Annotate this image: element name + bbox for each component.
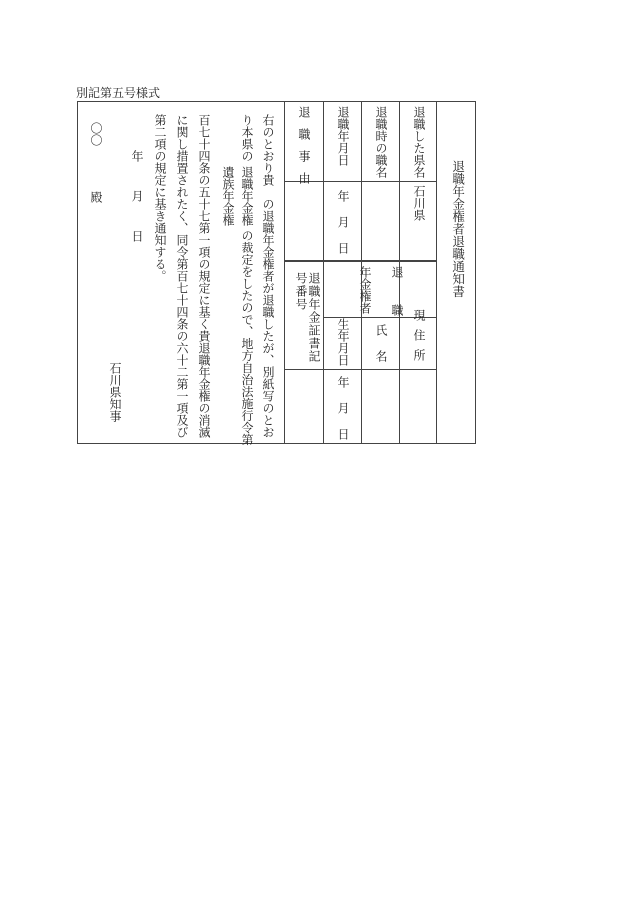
prefecture-value: 石川県 <box>412 185 426 221</box>
retire-date-value: 年月日 <box>336 190 350 268</box>
notice-form <box>77 101 476 454</box>
issuer: 石川県知事 <box>108 362 122 422</box>
body-line-4: 百七十四条の五十七第一項の規定に基く貴退職年金権の消滅 <box>197 114 211 438</box>
cert-label: 退職年金証書記号番号 <box>294 272 321 363</box>
name-label: 氏名 <box>374 324 388 376</box>
holder-label-1: 退 <box>390 266 404 278</box>
divider <box>284 102 285 443</box>
holder-label-2: 年金権者 <box>358 266 372 314</box>
position-label: 退職時の職名 <box>374 106 388 178</box>
date-line: 年 月 日 <box>130 150 144 250</box>
divider <box>284 260 436 262</box>
holder-label-3: 職 <box>390 304 404 316</box>
address-label: 現住所 <box>412 309 426 369</box>
honorific: 殿 <box>89 191 103 203</box>
retire-date-label: 退職年月日 <box>336 106 350 166</box>
body-line-3: 遺族年金権 <box>221 114 235 226</box>
divider <box>323 102 324 443</box>
body-line-1: 右のとおり貴 の退職年金権者が退職したが、別紙写のとお <box>261 114 275 438</box>
form-label: 別記第五号様式 <box>76 86 161 100</box>
divider <box>284 369 436 370</box>
body-line-5: に関し措置されたく、同令第百七十四条の六十二第一項及び <box>175 114 189 438</box>
divider <box>436 102 437 443</box>
reason-label: 退職事由 <box>297 106 311 194</box>
prefecture-label: 退職した県名 <box>412 106 426 178</box>
birth-value: 年月日 <box>336 376 350 454</box>
addressee: 〇〇 <box>89 122 103 146</box>
body-line-6: 第二項の規定に基き通知する。 <box>153 114 167 282</box>
form-title: 退職年金権者退職通知書 <box>450 160 466 298</box>
birth-label: 生年月日 <box>336 318 350 366</box>
body-line-2: り本県の 退職年金権 の裁定をしたので、地方自治法施行令第 <box>240 114 254 446</box>
